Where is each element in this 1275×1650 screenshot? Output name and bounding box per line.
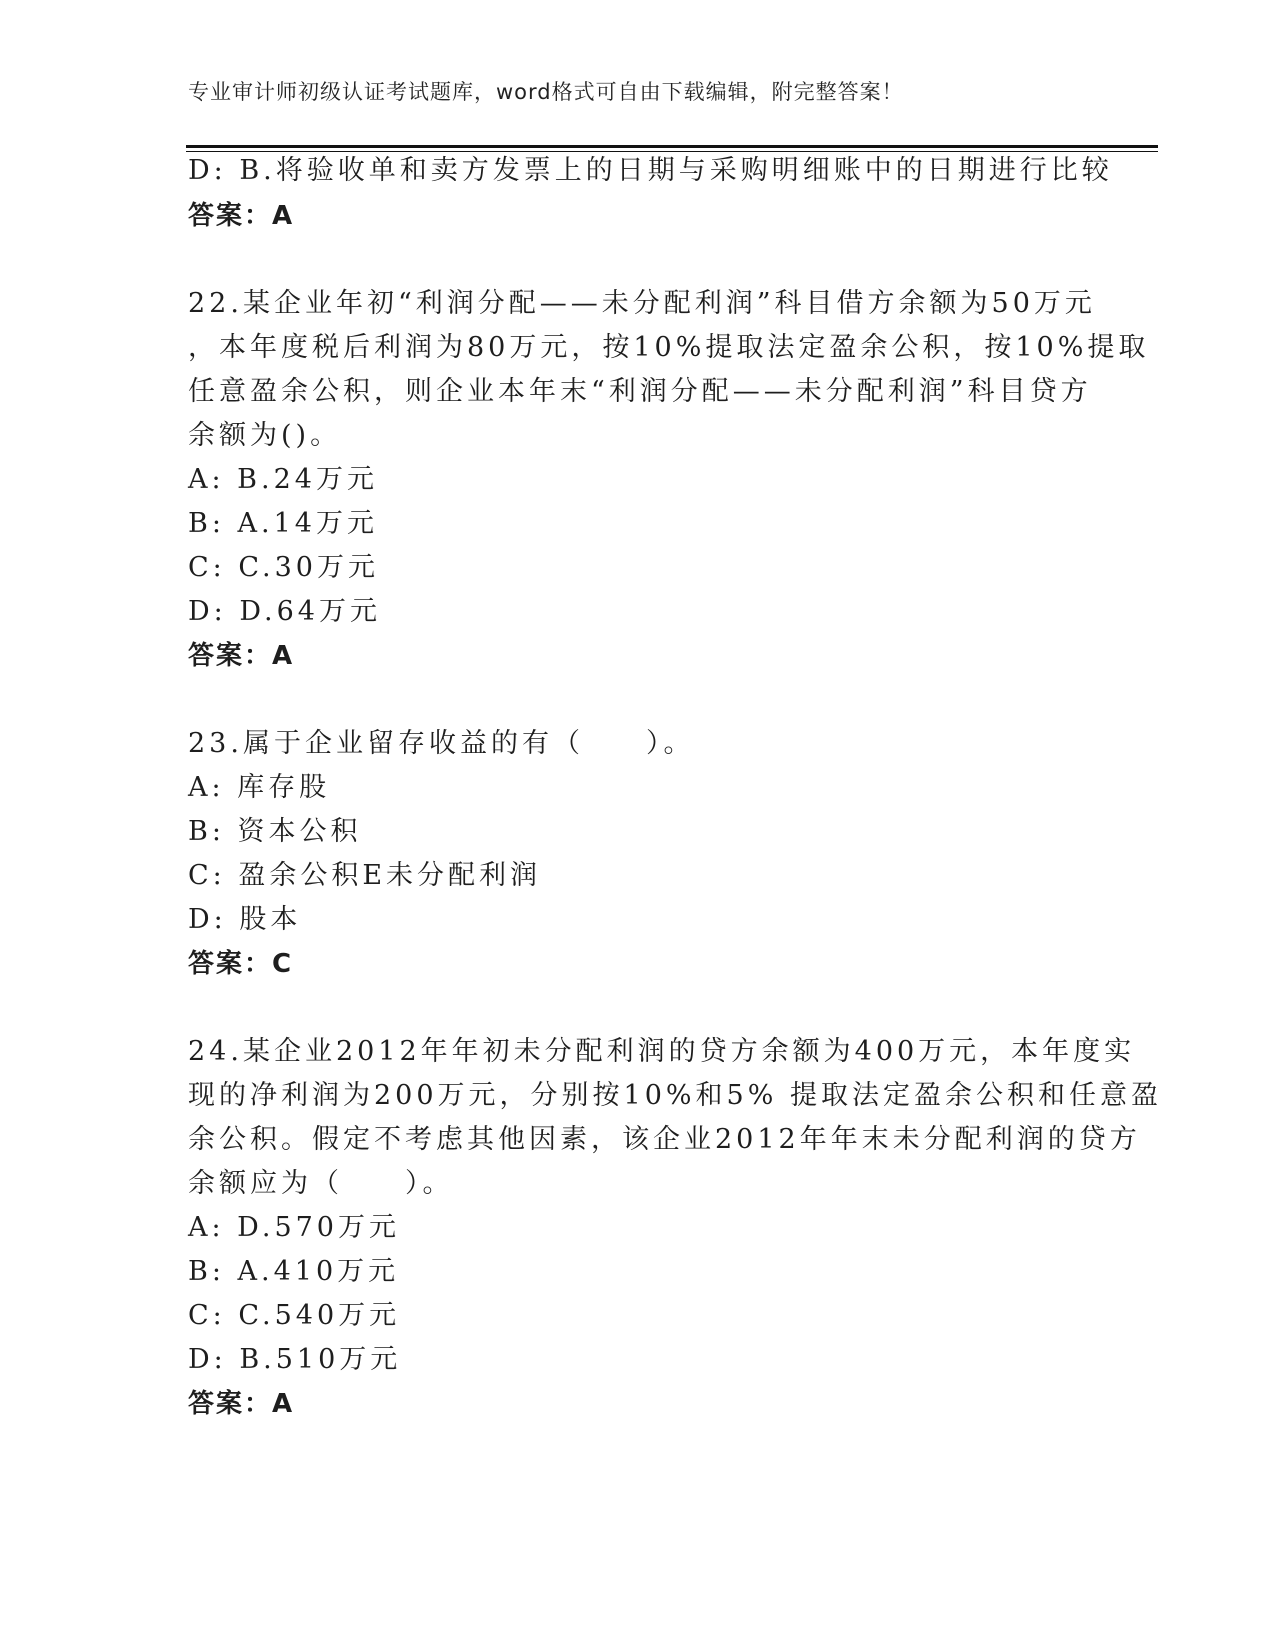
question-option-a: A: 库存股: [188, 772, 331, 803]
question-option-c: C: C.540万元: [188, 1300, 401, 1331]
question-option-c: C: C.30万元: [188, 552, 379, 583]
header-rule: [186, 145, 1158, 148]
question-stem-line: 任意盈余公积，则企业本年末“利润分配——未分配利润”科目贷方: [188, 376, 1092, 407]
question-option-c: C: 盈余公积E未分配利润: [188, 860, 542, 891]
question-option-b: B: A.14万元: [188, 508, 378, 539]
question-stem-line: 余额应为（ ）。: [188, 1168, 454, 1199]
question-stem-line: ，本年度税后利润为80万元，按10%提取法定盈余公积，按10%提取: [188, 332, 1150, 363]
question-option-a: A: D.570万元: [188, 1212, 400, 1243]
question-option-d: D: D.64万元: [188, 596, 381, 627]
question-option-d: D: 股本: [188, 904, 302, 935]
question-answer: 答案：A: [188, 1389, 295, 1419]
question-stem-line: 23.属于企业留存收益的有（ ）。: [188, 728, 695, 759]
prev-question-option-d: D: B.将验收单和卖方发票上的日期与采购明细账中的日期进行比较: [188, 155, 1113, 186]
question-option-b: B: 资本公积: [188, 816, 362, 847]
question-stem-line: 22.某企业年初“利润分配——未分配利润”科目借方余额为50万元: [188, 288, 1096, 319]
prev-question-answer: 答案：A: [188, 201, 295, 231]
page-header: 专业审计师初级认证考试题库，word格式可自由下载编辑，附完整答案！: [188, 80, 904, 104]
question-option-a: A: B.24万元: [188, 464, 378, 495]
question-answer: 答案：C: [188, 949, 294, 979]
question-stem-line: 24.某企业2012年年初未分配利润的贷方余额为400万元，本年度实: [188, 1036, 1136, 1067]
question-option-d: D: B.510万元: [188, 1344, 402, 1375]
question-stem-line: 余额为()。: [188, 420, 342, 451]
question-answer: 答案：A: [188, 641, 295, 671]
question-option-b: B: A.410万元: [188, 1256, 400, 1287]
question-stem-line: 余公积。假定不考虑其他因素，该企业2012年年末未分配利润的贷方: [188, 1124, 1141, 1155]
question-stem-line: 现的净利润为200万元，分别按10%和5% 提取法定盈余公积和任意盈: [188, 1080, 1162, 1111]
